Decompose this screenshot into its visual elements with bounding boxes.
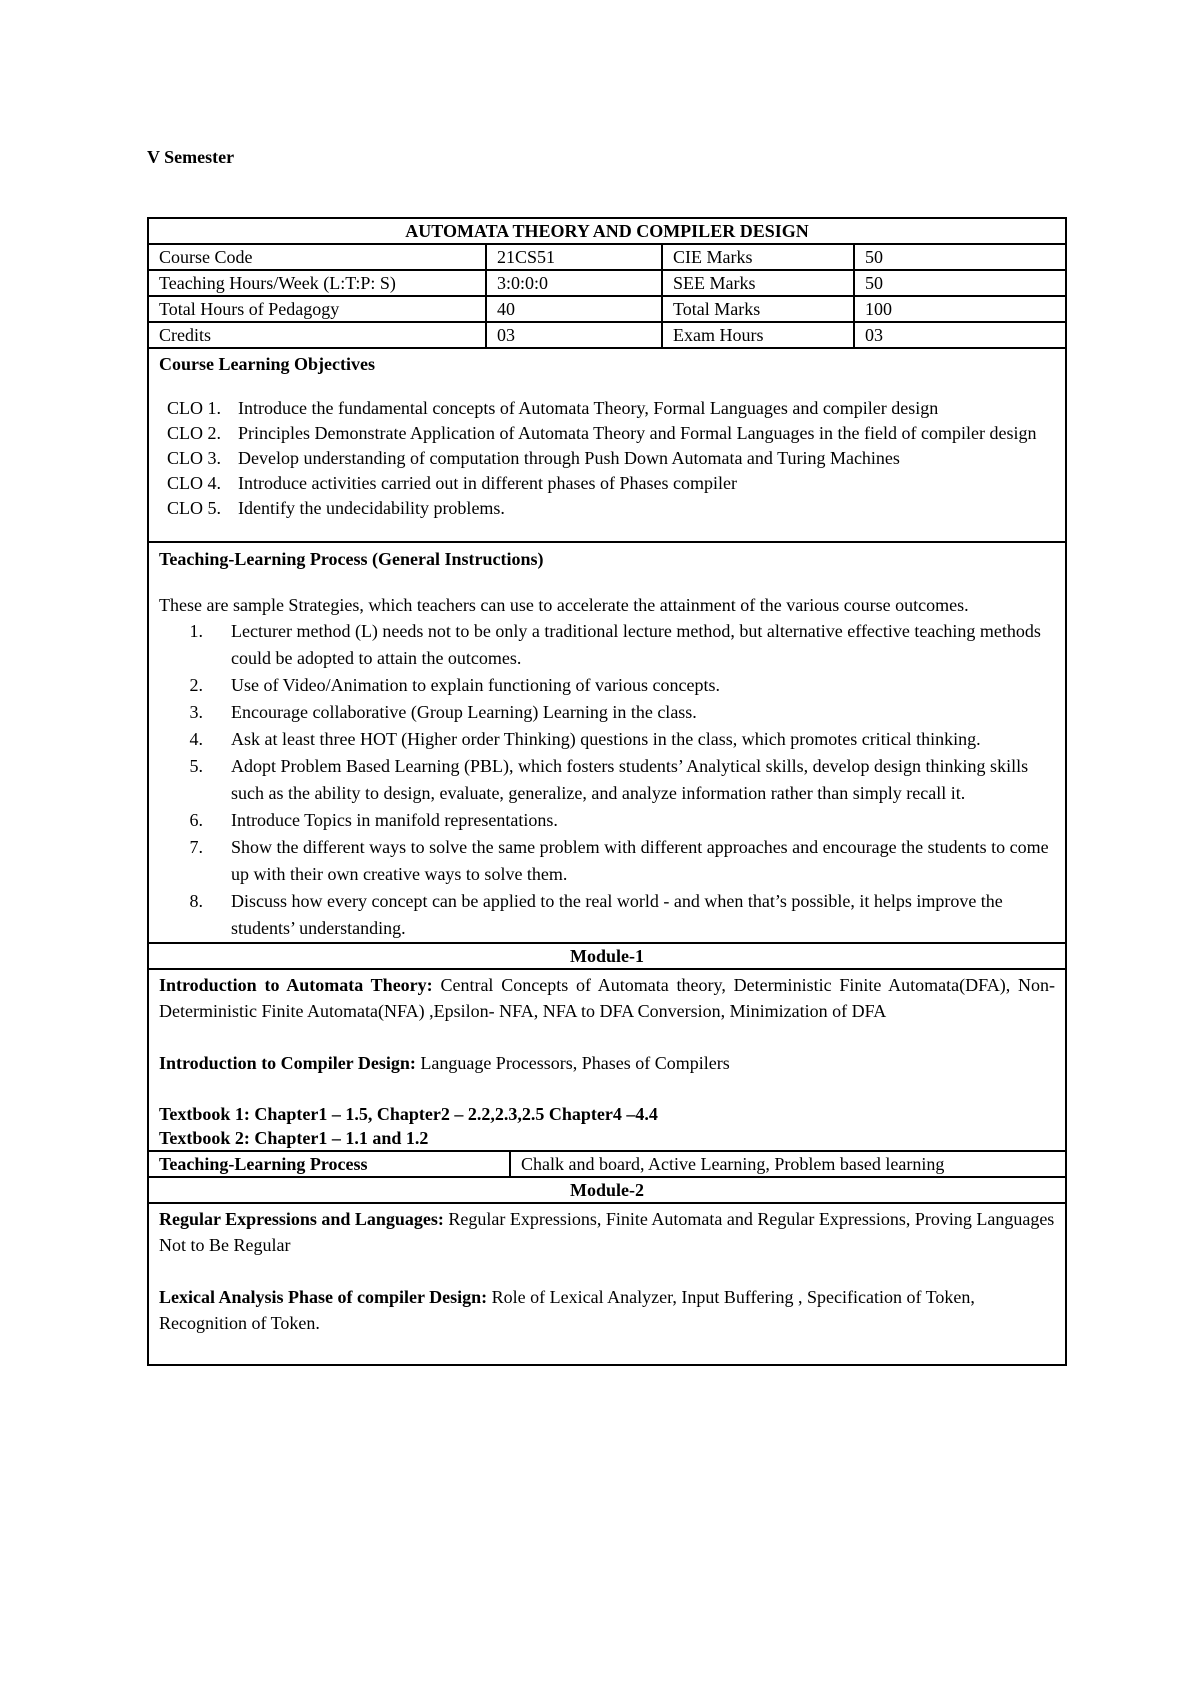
course-title: AUTOMATA THEORY AND COMPILER DESIGN — [148, 218, 1066, 244]
module-2-lexical-topic — [159, 1284, 1055, 1336]
module-1-content — [148, 969, 1066, 1151]
tlp-item — [159, 753, 1055, 807]
tlp-heading: Teaching-Learning Process (General Instructions) — [159, 549, 544, 569]
info-label: Exam Hours — [662, 322, 854, 348]
clo-heading: Course Learning Objectives — [159, 354, 375, 374]
topic-text: Language Processors, Phases of Compilers — [420, 1053, 730, 1073]
tlp-general-cell — [148, 542, 1066, 943]
clo-item — [159, 496, 1055, 521]
module-2-header-row — [148, 1177, 1066, 1203]
info-label: Course Code — [148, 244, 486, 270]
info-value: 50 — [854, 244, 1066, 270]
module-1-textbook-1: Textbook 1: Chapter1 – 1.5, Chapter2 – 2.2,2.3,2.5 Chapter4 –4.4 — [159, 1104, 658, 1124]
info-value: 03 — [486, 322, 662, 348]
info-row — [148, 244, 1066, 270]
tlp-item — [159, 834, 1055, 888]
tlp-item — [159, 726, 1055, 753]
info-value: 03 — [854, 322, 1066, 348]
clo-code: CLO 4. — [167, 473, 221, 493]
info-row — [148, 296, 1066, 322]
tlp-item — [159, 672, 1055, 699]
clo-item — [159, 396, 1055, 421]
module-2-title: Module-2 — [148, 1177, 1066, 1203]
tlp-item-text: Discuss how every concept can be applied to the real world - and when that’s possible, it helps improve the students’ understanding. — [231, 891, 1003, 938]
module-2-regex-topic — [159, 1206, 1055, 1258]
module-1-tlp-row — [148, 1151, 1066, 1177]
tlp-item-text: Encourage collaborative (Group Learning) Learning in the class. — [231, 702, 697, 722]
tlp-item-number: 4. — [189, 729, 203, 749]
course-title-row — [148, 218, 1066, 244]
topic-text: Role of Lexical Analyzer, Input Buffering , Specification of Token, Recognition of Token. — [159, 1287, 975, 1333]
tlp-item-number: 3. — [189, 702, 203, 722]
topic-label: Regular Expressions and Languages: — [159, 1209, 444, 1229]
info-label: CIE Marks — [662, 244, 854, 270]
topic-text: Central Concepts of Automata theory, Deterministic Finite Automata(DFA), Non- Deterministic Finite Automata(NFA) ,Epsilon- NFA, NFA to DFA Conversion, Minimization of DFA — [159, 975, 1056, 1021]
info-label: Credits — [148, 322, 486, 348]
tlp-item — [159, 888, 1055, 942]
tlp-intro: These are sample Strategies, which teachers can use to accelerate the attainment of the various course outcomes. — [159, 595, 969, 615]
module-1-textbook-2: Textbook 2: Chapter1 – 1.1 and 1.2 — [159, 1128, 429, 1148]
info-row — [148, 270, 1066, 296]
tlp-item-text: Ask at least three HOT (Higher order Thinking) questions in the class, which promotes critical thinking. — [231, 729, 981, 749]
semester-label: V Semester — [147, 147, 235, 167]
clo-text: Principles Demonstrate Application of Automata Theory and Formal Languages in the field of compiler design — [238, 423, 1037, 443]
info-label: Total Hours of Pedagogy — [148, 296, 486, 322]
module-1-title: Module-1 — [148, 943, 1066, 969]
tlp-item-number: 8. — [189, 891, 203, 911]
tlp-item — [159, 699, 1055, 726]
tlp-item-number: 5. — [189, 756, 203, 776]
clo-item — [159, 446, 1055, 471]
module-1-header-row — [148, 943, 1066, 969]
topic-label: Introduction to Compiler Design: — [159, 1053, 416, 1073]
module-1-content-row — [148, 969, 1066, 1151]
module-1-tlp-value: Chalk and board, Active Learning, Problem based learning — [510, 1151, 1066, 1177]
clo-code: CLO 5. — [167, 498, 221, 518]
tlp-list — [159, 618, 1055, 942]
tlp-item-number: 1. — [189, 621, 203, 641]
tlp-item-text: Show the different ways to solve the same problem with different approaches and encourage the students to come up with their own creative ways to solve them. — [231, 837, 1049, 884]
tlp-general-row — [148, 542, 1066, 943]
info-value: 40 — [486, 296, 662, 322]
clo-text: Introduce activities carried out in different phases of Phases compiler — [238, 473, 737, 493]
module-2-content — [148, 1203, 1066, 1365]
tlp-item-number: 2. — [189, 675, 203, 695]
topic-label: Lexical Analysis Phase of compiler Design: — [159, 1287, 488, 1307]
clo-item — [159, 471, 1055, 496]
tlp-item-text: Lecturer method (L) needs not to be only a traditional lecture method, but alternative effective teaching methods could be adopted to attain the outcomes. — [231, 621, 1041, 668]
clo-text: Identify the undecidability problems. — [238, 498, 505, 518]
tlp-item-number: 6. — [189, 810, 203, 830]
tlp-item — [159, 618, 1055, 672]
clo-list — [159, 396, 1055, 521]
info-value: 100 — [854, 296, 1066, 322]
info-label: Teaching Hours/Week (L:T:P: S) — [148, 270, 486, 296]
topic-label: Introduction to Automata Theory: — [159, 975, 433, 995]
tlp-item-text: Introduce Topics in manifold representations. — [231, 810, 558, 830]
info-value: 21CS51 — [486, 244, 662, 270]
tlp-item-text: Use of Video/Animation to explain functioning of various concepts. — [231, 675, 720, 695]
info-row — [148, 322, 1066, 348]
clo-code: CLO 1. — [167, 398, 221, 418]
info-label: Total Marks — [662, 296, 854, 322]
module-1-tlp-label: Teaching-Learning Process — [148, 1151, 510, 1177]
tlp-item-text: Adopt Problem Based Learning (PBL), which fosters students’ Analytical skills, develop design thinking skills such as the ability to design, evaluate, generalize, and analyze information rather than simply recall it. — [231, 756, 1029, 803]
clo-cell — [148, 348, 1066, 542]
module-1-compiler-topic — [159, 1050, 1055, 1076]
clo-text: Introduce the fundamental concepts of Automata Theory, Formal Languages and compiler design — [238, 398, 939, 418]
tlp-item — [159, 807, 1055, 834]
info-value: 3:0:0:0 — [486, 270, 662, 296]
info-value: 50 — [854, 270, 1066, 296]
syllabus-table — [147, 217, 1067, 1366]
clo-text: Develop understanding of computation through Push Down Automata and Turing Machines — [238, 448, 900, 468]
clo-code: CLO 3. — [167, 448, 221, 468]
tlp-item-number: 7. — [189, 837, 203, 857]
module-1-automata-topic — [159, 972, 1055, 1024]
info-label: SEE Marks — [662, 270, 854, 296]
clo-code: CLO 2. — [167, 423, 221, 443]
module-2-content-row — [148, 1203, 1066, 1365]
clo-row — [148, 348, 1066, 542]
clo-item — [159, 421, 1055, 446]
topic-text: Regular Expressions, Finite Automata and Regular Expressions, Proving Languages Not to Be Regular — [159, 1209, 1055, 1255]
